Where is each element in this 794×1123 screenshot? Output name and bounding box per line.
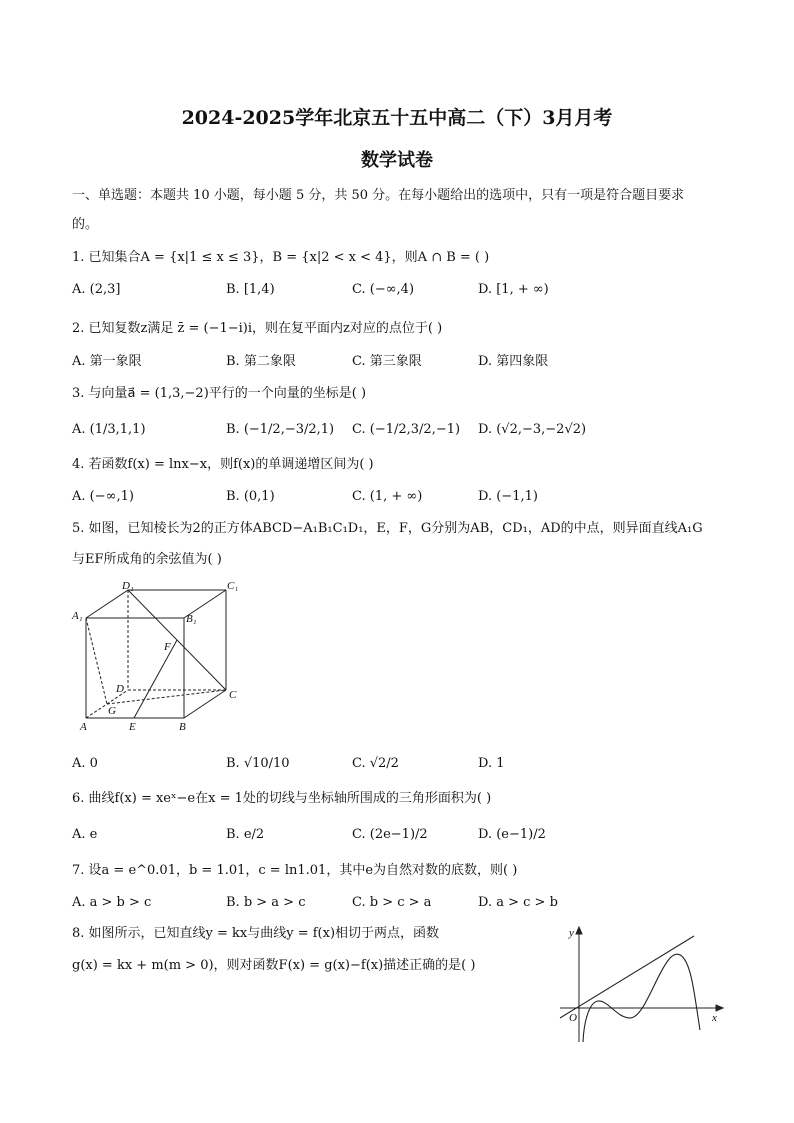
edge-bc [184,690,226,718]
tangent-line [560,936,694,1018]
label-e: E [129,721,136,733]
question-4-option-a: A. (−∞,1) [72,489,134,504]
question-6-option-a: A. e [72,827,98,842]
edge-a1d1 [86,590,128,618]
question-3-option-c: C. (−1/2,3/2,−1) [352,422,461,437]
question-4-option-d: D. (−1,1) [478,489,538,504]
label-c1: C₁ [227,580,239,592]
label-y: y [569,927,574,939]
curve-f [583,954,700,1042]
question-2-option-c: C. 第三象限 [352,354,422,369]
question-3-option-a: A. (1/3,1,1) [72,422,146,437]
question-5-stem-line1: 5. 如图，已知棱长为2的正方体ABCD−A₁B₁C₁D₁，E，F，G分别为AB，CD₁，AD的中点，则异面直线A₁G [72,521,703,536]
question-5-option-a: A. 0 [72,756,98,771]
label-b1: B₁ [186,613,197,625]
question-7-stem: 7. 设a = e^0.01，b = 1.01，c = ln1.01，其中e为自然对数的底数，则( ) [72,863,518,878]
question-7-option-b: B. b > a > c [226,895,306,910]
page-subtitle: 数学试卷 [361,150,433,171]
question-8-stem-line2: g(x) = kx + m(m > 0)，则对函数F(x) = g(x)−f(x)描述正确的是( ) [72,958,476,973]
label-f: F [164,641,171,653]
question-6-option-c: C. (2e−1)/2 [352,827,428,842]
question-6-option-b: B. e/2 [226,827,265,842]
question-5-option-d: D. 1 [478,756,505,771]
question-3-stem: 3. 与向量a⃗ = (1,3,−2)平行的一个向量的坐标是( ) [72,386,367,401]
cube-figure [66,578,248,736]
hidden-segment-a1g [86,618,107,704]
question-4-option-b: B. (0,1) [226,489,275,504]
question-7-option-c: C. b > c > a [352,895,432,910]
question-7-option-d: D. a > c > b [478,895,558,910]
question-8-stem-line1: 8. 如图所示，已知直线y = kx与曲线y = f(x)相切于两点，函数 [72,926,440,941]
function-graph-figure [552,924,726,1046]
question-5-option-b: B. √10/10 [226,756,290,771]
label-a1: A₁ [72,610,83,622]
question-4-stem: 4. 若函数f(x) = lnx−x，则f(x)的单调递增区间为( ) [72,457,374,472]
question-6-stem: 6. 曲线f(x) = xeˣ−e在x = 1处的切线与坐标轴所围成的三角形面积为( ) [72,791,492,806]
question-1-stem: 1. 已知集合A = {x|1 ≤ x ≤ 3}，B = {x|2 < x < 4}，则A ∩ B = ( ) [72,250,490,265]
question-1-option-a: A. (2,3] [72,282,121,297]
question-3-option-b: B. (−1/2,−3/2,1) [226,422,335,437]
page-title: 2024-2025学年北京五十五中高二（下）3月月考 [181,107,613,129]
label-b: B [179,721,186,733]
question-4-option-c: C. (1, + ∞) [352,489,423,504]
label-d1: D₁ [122,580,134,592]
question-7-option-a: A. a > b > c [72,895,152,910]
question-5-option-c: C. √2/2 [352,756,399,771]
question-3-option-d: D. (√2,−3,−2√2) [478,422,587,437]
question-1-option-c: C. (−∞,4) [352,282,415,297]
x-axis-arrow-icon [716,1005,723,1011]
label-x: x [712,1012,717,1024]
y-axis-arrow-icon [576,927,582,934]
question-2-option-a: A. 第一象限 [72,354,142,369]
label-origin: O [569,1012,577,1024]
label-d: D [116,683,124,695]
section-heading-line2: 的。 [72,217,99,232]
label-g: G [108,705,116,717]
question-2-option-d: D. 第四象限 [478,354,549,369]
question-5-stem-line2: 与EF所成角的余弦值为( ) [72,552,222,567]
label-a: A [80,721,87,733]
question-1-option-d: D. [1, + ∞) [478,282,549,297]
question-2-stem: 2. 已知复数z满足 z̄ = (−1−i)i，则在复平面内z对应的点位于( ) [72,321,443,336]
question-6-option-d: D. (e−1)/2 [478,827,546,842]
label-c: C [229,689,237,701]
question-2-option-b: B. 第二象限 [226,354,296,369]
question-1-option-b: B. [1,4) [226,282,275,297]
section-heading-line1: 一、单选题：本题共 10 小题，每小题 5 分，共 50 分。在每小题给出的选项中，只有一项是符合题目要求 [72,188,685,203]
